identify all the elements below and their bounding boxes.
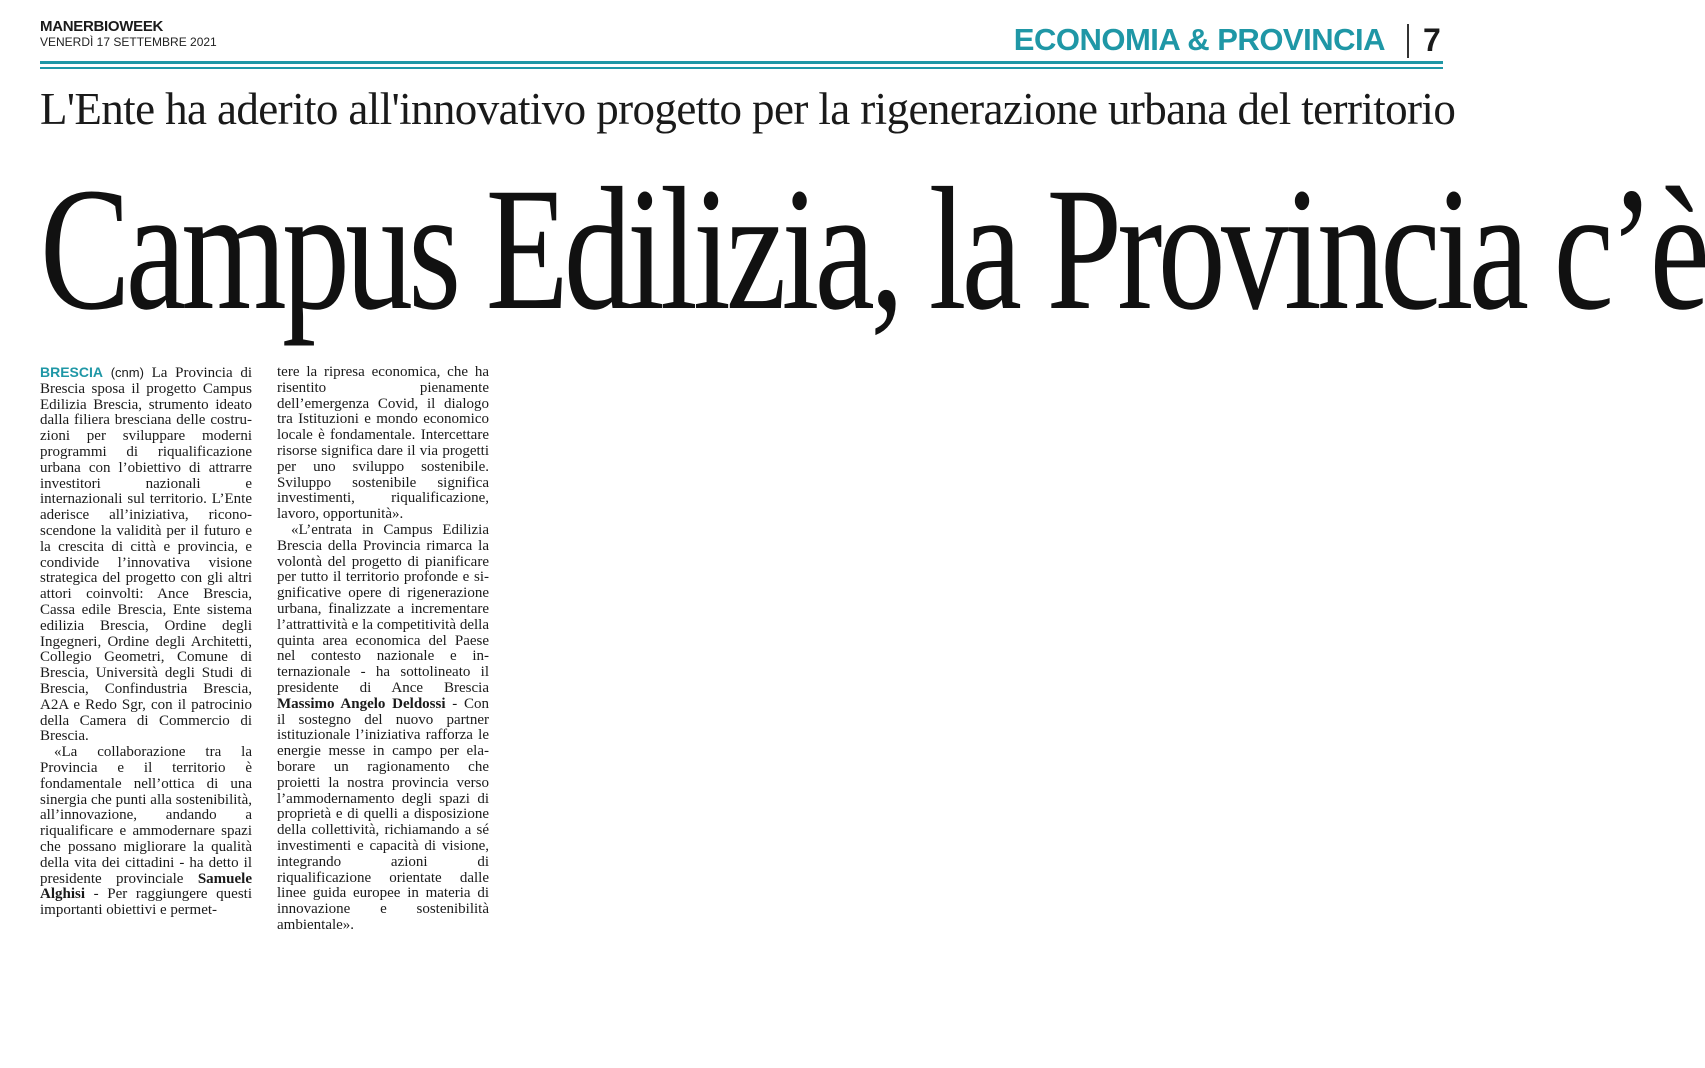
section-title: ECONOMIA & PROVINCIA xyxy=(1013,22,1385,57)
agency-tag: (cnm) xyxy=(110,365,144,380)
masthead xyxy=(40,18,217,49)
column-2-paragraph-1 xyxy=(277,365,489,523)
header-rule xyxy=(40,61,1443,64)
article-kicker: L'Ente ha aderito all'innovativo progetto per la rigenerazione urbana del territorio xyxy=(40,84,1456,134)
column-1-text-1: La Provincia di Brescia sposa il progetto Campus Edilizia Brescia, strumento ideato dalla filiera bresciana delle costruzioni per sviluppare moderni programmi di riqualificazione urbana con l’obiettivo di attrarre investitori nazionali e internazionali sul territorio. L’Ente aderisce all’iniziativa, riconoscendone la validità per il futuro e la crescita di città e provincia, e condivide l’innovativa visione strategica del progetto con gli altri attori coinvolti: Ance Brescia, Cassa edile Brescia, Ente sistema edilizia Brescia, Ordine degli Ingegneri, Ordine degli Architetti, Collegio Geometri, Comune di Brescia, Università degli Studi di Brescia, Confindustria Brescia, A2A e Redo Sgr, con il patrocinio della Camera di Commercio di Brescia. xyxy=(40,365,252,745)
publication-date: VENERDÌ 17 SETTEMBRE 2021 xyxy=(40,35,217,49)
quote-text: «L’entrata in Campus Edilizia Brescia della Provincia rimarca la volontà del progetto di pianificare per tutto il territorio profonde e significative opere di rigenerazione urbana, finalizzate a incrementare l’attrattività e la competitività della quinta area economica del Paese nel contesto nazionale e internazionale - ha sottolineato il presidente di Ance Brescia xyxy=(277,521,489,696)
speaker-name: Massimo Angelo Deldossi xyxy=(277,695,446,712)
article-column-2 xyxy=(277,365,489,934)
article-headline: Campus Edilizia, la Provincia c’è xyxy=(40,152,1705,347)
article-column-1 xyxy=(40,365,252,919)
publication-name: MANERBIOWEEK xyxy=(40,18,164,35)
column-1-paragraph-1 xyxy=(40,365,252,745)
quote-text-continued: - Per raggiungere questi importanti obiettivi e permet- xyxy=(40,886,252,919)
page-number: 7 xyxy=(1423,22,1441,58)
page-number-divider xyxy=(1407,24,1409,58)
speaker-name: Samuele Alghisi xyxy=(40,870,252,903)
column-2-text-1: tere la ripresa economica, che ha risentito pienamente dell’emergenza Covid, il dialogo tra Istituzioni e mondo economico locale è fondamentale. Intercettare risorse significa dare il via progetti per uno sviluppo sostenibile. Sviluppo sostenibile significa investimenti, riqualificazione, lavoro, opportunità». xyxy=(277,364,489,523)
quote-text: «La collaborazione tra la Provincia e il territorio è fondamentale nell’ottica di una sinergia che punti alla sostenibilità, all’innovazione, andando a riqualificare e ammodernare spazi che possano migliorare la qualità della vita dei cittadini - ha detto il presidente provinciale xyxy=(40,744,252,887)
column-1-paragraph-2 xyxy=(40,745,252,919)
header-rule-thin xyxy=(40,67,1443,69)
column-2-paragraph-2 xyxy=(277,523,489,934)
dateline: BRESCIA xyxy=(40,364,104,380)
quote-text-continued: - Con il sostegno del nuovo partner istituzionale l’iniziativa rafforza le energie messe in campo per elaborare un ragionamento che proietti la nostra provincia verso l’ammodernamento degli spazi di proprietà e di quelli a disposizione della collettività, richiamando a sé investimenti e capacità di visione, integrando azioni di riqualificazione orientate dalle linee guida europee in materia di innovazione e sostenibilità ambientale». xyxy=(277,695,490,933)
